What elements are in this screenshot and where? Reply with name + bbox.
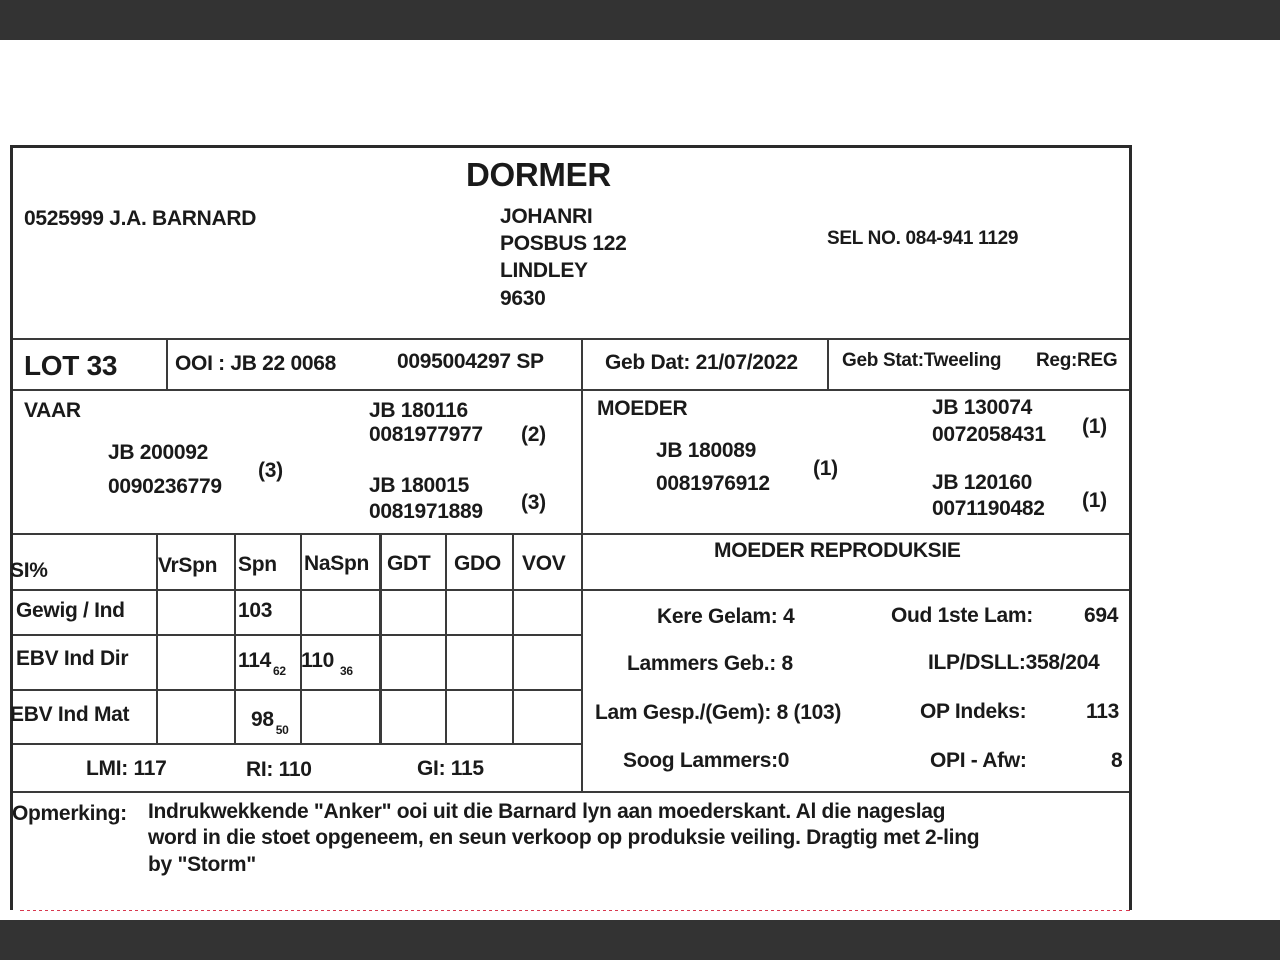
- moeder-sire-rank: (1): [1082, 415, 1107, 438]
- vaar-sire-id: JB 180116: [369, 399, 468, 422]
- rule-opmerking-top: [13, 791, 1129, 793]
- vaar-label: VAAR: [24, 399, 81, 422]
- ebv-dir-spn-value: 114: [238, 649, 271, 672]
- gewig-spn-value: 103: [238, 599, 273, 622]
- rule-col-naspn: [300, 533, 302, 745]
- moeder-rank: (1): [813, 457, 838, 480]
- col-header-spn: Spn: [238, 553, 277, 576]
- lmi-index: LMI: 117: [86, 757, 167, 780]
- registration-number: 0095004297 SP: [397, 350, 544, 373]
- rule-pedigree-bottom: [13, 533, 1129, 535]
- address-line-1: JOHANRI: [500, 205, 593, 228]
- ooi-id: OOI : JB 22 0068: [175, 352, 336, 375]
- phone-number: SEL NO. 084-941 1129: [827, 228, 1019, 249]
- opmerking-label: Opmerking:: [12, 802, 127, 825]
- breed-title: DORMER: [466, 156, 611, 193]
- ebv-dir-naspn-value: 110: [301, 649, 334, 672]
- lot-number: LOT 33: [24, 350, 118, 381]
- moeder-number: 0081976912: [656, 472, 770, 495]
- ilp-dsll: ILP/DSLL:358/204: [928, 651, 1100, 674]
- rule-col-gdo: [445, 533, 447, 745]
- rule-center: [581, 338, 583, 793]
- rule-row2: [13, 689, 583, 691]
- oud-1ste-lam-label: Oud 1ste Lam:: [891, 604, 1033, 627]
- rule-lot-bottom: [13, 389, 1129, 391]
- oud-1ste-lam-value: 694: [1084, 604, 1119, 627]
- ebv-mat-spn-value: 98: [251, 708, 274, 731]
- registration-status: Reg:REG: [1036, 350, 1118, 371]
- rule-reproduksie-title: [583, 589, 1129, 591]
- col-header-vov: VOV: [522, 552, 566, 575]
- op-indeks-label: OP Indeks:: [920, 700, 1027, 723]
- opi-afw-value: 8: [1111, 749, 1123, 772]
- moeder-sire-number: 0072058431: [932, 423, 1046, 446]
- moeder-sire-id: JB 130074: [932, 396, 1033, 419]
- cropped-red-text-edge: [20, 910, 1130, 920]
- moeder-dam-rank: (1): [1082, 489, 1107, 512]
- rule-lot-top: [13, 338, 1129, 340]
- ebv-dir-spn-cell: [238, 650, 286, 677]
- vaar-number: 0090236779: [108, 475, 222, 498]
- bottom-frame-bar: [0, 920, 1280, 960]
- moeder-label: MOEDER: [597, 397, 688, 420]
- rule-table-header: [13, 589, 583, 591]
- rule-gebdat-divider: [827, 338, 829, 390]
- opi-afw-label: OPI - Afw:: [930, 749, 1027, 772]
- ri-index: RI: 110: [246, 758, 312, 781]
- vaar-sire-rank: (2): [521, 423, 546, 446]
- moeder-dam-number: 0071190482: [932, 497, 1045, 520]
- opmerking-line-3: by "Storm": [148, 853, 256, 876]
- rule-col-gdt: [379, 533, 382, 745]
- vaar-sire-number: 0081977977: [369, 423, 483, 446]
- rule-col-spn: [234, 533, 236, 745]
- opmerking-line-1: Indrukwekkende "Anker" ooi uit die Barnard lyn aan moederskant. Al die nageslag: [148, 800, 946, 823]
- gi-index: GI: 115: [417, 757, 484, 780]
- ebv-mat-spn-cell: [251, 709, 289, 736]
- col-header-gdt: GDT: [387, 552, 431, 575]
- birth-status: Geb Stat:Tweeling: [842, 350, 1002, 371]
- col-header-gdo: GDO: [454, 552, 501, 575]
- opmerking-line-2: word in die stoet opgeneem, en seun verkoop op produksie veiling. Dragtig met 2-ling: [148, 826, 980, 849]
- vaar-dam-number: 0081971889: [369, 500, 483, 523]
- breeder-name: 0525999 J.A. BARNARD: [24, 207, 257, 230]
- col-header-naspn: NaSpn: [304, 552, 370, 575]
- row-label-gewig: Gewig / Ind: [16, 599, 125, 622]
- vaar-dam-rank: (3): [521, 491, 546, 514]
- col-header-si: SI%: [10, 559, 48, 582]
- lam-gesp: Lam Gesp./(Gem): 8 (103): [595, 701, 842, 724]
- moeder-dam-id: JB 120160: [932, 471, 1033, 494]
- birth-date: Geb Dat: 21/07/2022: [605, 351, 798, 374]
- rule-row1: [13, 634, 583, 636]
- address-line-4: 9630: [500, 287, 546, 310]
- reproduksie-title: MOEDER REPRODUKSIE: [714, 539, 961, 562]
- rule-row3: [13, 743, 583, 745]
- ebv-dir-spn-accuracy: 62: [272, 664, 286, 678]
- vaar-dam-id: JB 180015: [369, 474, 470, 497]
- op-indeks-value: 113: [1086, 700, 1119, 723]
- rule-col-vov: [512, 533, 514, 745]
- ebv-mat-spn-accuracy: 50: [275, 723, 289, 737]
- rule-lot-divider: [166, 338, 168, 390]
- soog-lammers: Soog Lammers:0: [623, 749, 790, 772]
- ebv-dir-naspn-cell: [301, 650, 353, 677]
- col-header-vrspn: VrSpn: [158, 554, 218, 577]
- address-line-2: POSBUS 122: [500, 232, 627, 255]
- vaar-id: JB 200092: [108, 441, 209, 464]
- row-label-ebv-dir: EBV Ind Dir: [16, 647, 129, 670]
- row-label-ebv-mat: EBV Ind Mat: [10, 703, 130, 726]
- ebv-dir-naspn-accuracy: 36: [339, 664, 353, 678]
- address-line-3: LINDLEY: [500, 259, 588, 282]
- lammers-geb: Lammers Geb.: 8: [627, 652, 793, 675]
- kere-gelam: Kere Gelam: 4: [657, 605, 795, 628]
- vaar-rank: (3): [258, 459, 283, 482]
- top-frame-bar: [0, 0, 1280, 40]
- moeder-id: JB 180089: [656, 439, 757, 462]
